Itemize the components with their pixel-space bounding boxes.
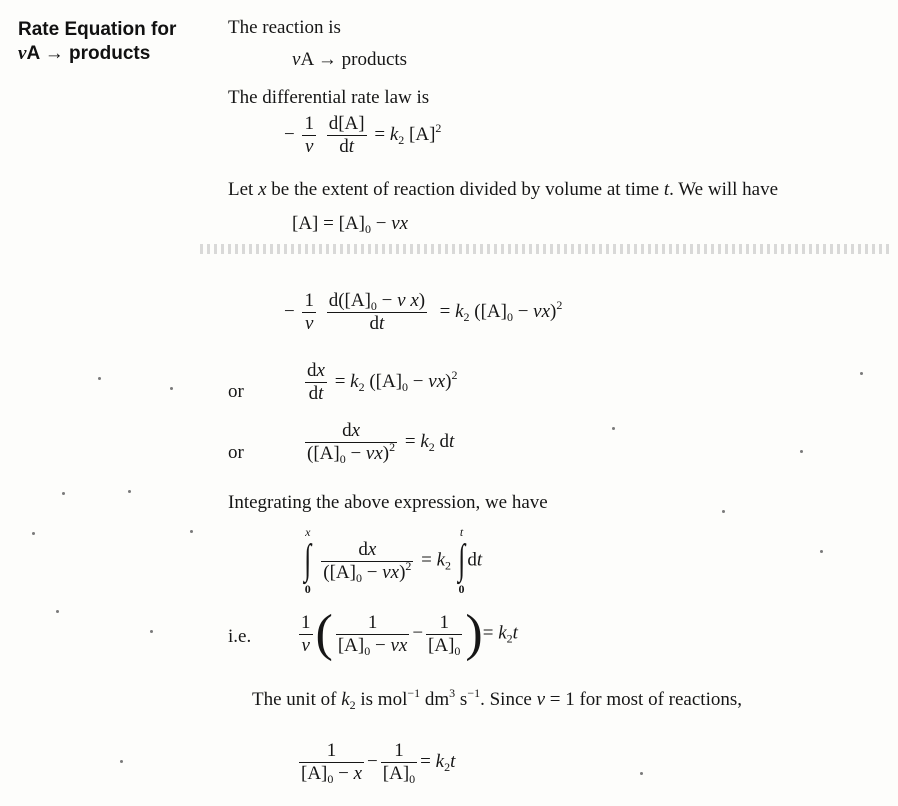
scan-speckle [98,377,101,380]
section-heading-line2: νA → products [18,43,151,64]
scan-speckle [170,387,173,390]
scan-speckle [32,532,35,535]
integral-equation: x ∫ 0 $\frac{dx}{([A]_0 - \nu x)^2}$ = $k_2$ t ∫ 0 dt [304,525,483,596]
dxdt-equation: $\frac{dx}{dt}$ = $k_2$ $([A]_0 - \nu x)^2$ [307,360,458,404]
scan-speckle [820,550,823,553]
scan-speckle [128,490,131,493]
integrated-rate-equation: $\frac{1}{\nu}$ ( $\frac{1}{[A]_0 - \nu x}$ − $\frac{1}{[A]_0}$ )= $k_2t$ [301,605,518,662]
substituted-rate-equation: − $\frac{1}{\nu}$ $\frac{d([A]_0 - \nu x)}{dt}$ = $k_2$ $([A]_0 - \nu x)^2$ [284,290,563,334]
scan-speckle [612,427,615,430]
integrating-intro: Integrating the above expression, we have [228,492,548,513]
reaction-intro: The reaction is [228,17,341,38]
scan-speckle [640,772,643,775]
differential-law-intro: The differential rate law is [228,87,430,108]
extent-definition: Let x be the extent of reaction divided by volume at time t. We will have [228,179,779,200]
section-heading [18,18,203,66]
scan-speckle [150,630,153,633]
separated-equation: $\frac{dx}{([A]_0 - \nu x)^2}$ = $k_2$ dt [307,420,455,466]
reaction-equation: νA → products [292,49,408,70]
scan-speckle [190,530,193,533]
scan-speckle [62,492,65,495]
scan-noise [200,244,890,254]
unit-statement: The unit of $k_2$ is mol$^{-1}$ $dm^3$ $s^{-1}$. Since ν = 1 for most of reactions, [252,686,742,712]
or-label-1: or [228,381,244,402]
section-heading-line1: Rate Equation for [18,19,177,40]
scan-speckle [722,510,725,513]
scan-speckle [800,450,803,453]
ie-label: i.e. [228,626,252,647]
scan-speckle [120,760,123,763]
differential-rate-equation: − $\frac{1}{\nu}$ $\frac{d[A]}{dt}$ = $k_2$ $[A]^2$ [284,113,442,157]
or-label-2: or [228,442,244,463]
scan-speckle [56,610,59,613]
concentration-equation: $[A] = [A]_0 - \nu x$ [292,213,409,236]
final-rate-equation: $\frac{1}{[A]_0 - x}$ − $\frac{1}{[A]_0}$ = $k_2t$ [301,740,456,786]
scan-speckle [860,372,863,375]
